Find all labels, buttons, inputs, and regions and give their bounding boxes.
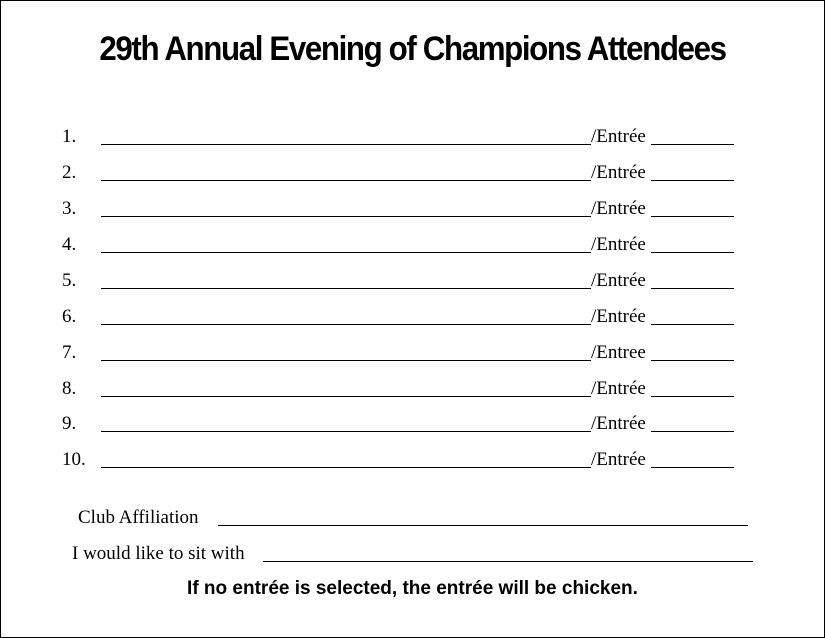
name-blank-line[interactable] bbox=[101, 216, 591, 217]
row-number: 4. bbox=[62, 234, 77, 255]
entree-label: /Entrée bbox=[591, 162, 646, 183]
entree-label: /Entrée bbox=[591, 126, 646, 147]
entree-label: /Entrée bbox=[591, 234, 646, 255]
name-blank-line[interactable] bbox=[101, 431, 591, 432]
row-number: 2. bbox=[62, 162, 77, 183]
attendee-row-3 bbox=[0, 198, 825, 220]
attendee-row-5 bbox=[0, 270, 825, 292]
sit-with-field bbox=[72, 543, 762, 565]
attendee-row-1 bbox=[0, 126, 825, 148]
name-blank-line[interactable] bbox=[101, 467, 591, 468]
attendee-row-7 bbox=[0, 342, 825, 364]
row-number: 5. bbox=[62, 270, 77, 291]
entree-blank-line[interactable] bbox=[651, 360, 734, 361]
entree-blank-line[interactable] bbox=[651, 396, 734, 397]
entree-blank-line[interactable] bbox=[651, 324, 734, 325]
sit-with-blank-line[interactable] bbox=[263, 561, 753, 562]
attendee-row-9 bbox=[0, 413, 825, 435]
attendee-row-8 bbox=[0, 378, 825, 400]
footer-note: If no entrée is selected, the entrée will be chicken. bbox=[187, 578, 638, 599]
entree-label: /Entrée bbox=[591, 378, 646, 399]
name-blank-line[interactable] bbox=[101, 180, 591, 181]
row-number: 9. bbox=[62, 413, 77, 434]
entree-label: /Entrée bbox=[591, 413, 646, 434]
name-blank-line[interactable] bbox=[101, 396, 591, 397]
name-blank-line[interactable] bbox=[101, 324, 591, 325]
page-title: 29th Annual Evening of Champions Attendees bbox=[99, 30, 726, 68]
name-blank-line[interactable] bbox=[101, 144, 591, 145]
attendee-row-6 bbox=[0, 306, 825, 328]
attendee-row-4 bbox=[0, 234, 825, 256]
entree-label: /Entrée bbox=[591, 306, 646, 327]
attendee-row-10 bbox=[0, 449, 825, 471]
name-blank-line[interactable] bbox=[101, 252, 591, 253]
row-number: 1. bbox=[62, 126, 77, 147]
sit-with-label: I would like to sit with bbox=[72, 543, 245, 564]
entree-blank-line[interactable] bbox=[651, 216, 734, 217]
entree-label: /Entrée bbox=[591, 270, 646, 291]
row-number: 7. bbox=[62, 342, 77, 363]
row-number: 3. bbox=[62, 198, 77, 219]
entree-label: /Entrée bbox=[591, 449, 646, 470]
entree-label: /Entrée bbox=[591, 198, 646, 219]
entree-blank-line[interactable] bbox=[651, 431, 734, 432]
name-blank-line[interactable] bbox=[101, 360, 591, 361]
entree-blank-line[interactable] bbox=[651, 180, 734, 181]
club-affiliation-blank-line[interactable] bbox=[218, 525, 748, 526]
club-affiliation-label: Club Affiliation bbox=[78, 507, 199, 528]
entree-blank-line[interactable] bbox=[651, 144, 734, 145]
entree-blank-line[interactable] bbox=[651, 467, 734, 468]
entree-blank-line[interactable] bbox=[651, 252, 734, 253]
name-blank-line[interactable] bbox=[101, 288, 591, 289]
row-number: 8. bbox=[62, 378, 77, 399]
row-number: 6. bbox=[62, 306, 77, 327]
entree-blank-line[interactable] bbox=[651, 288, 734, 289]
attendee-row-2 bbox=[0, 162, 825, 184]
row-number: 10. bbox=[62, 449, 86, 470]
entree-label: /Entree bbox=[591, 342, 646, 363]
club-affiliation-field bbox=[78, 507, 758, 529]
